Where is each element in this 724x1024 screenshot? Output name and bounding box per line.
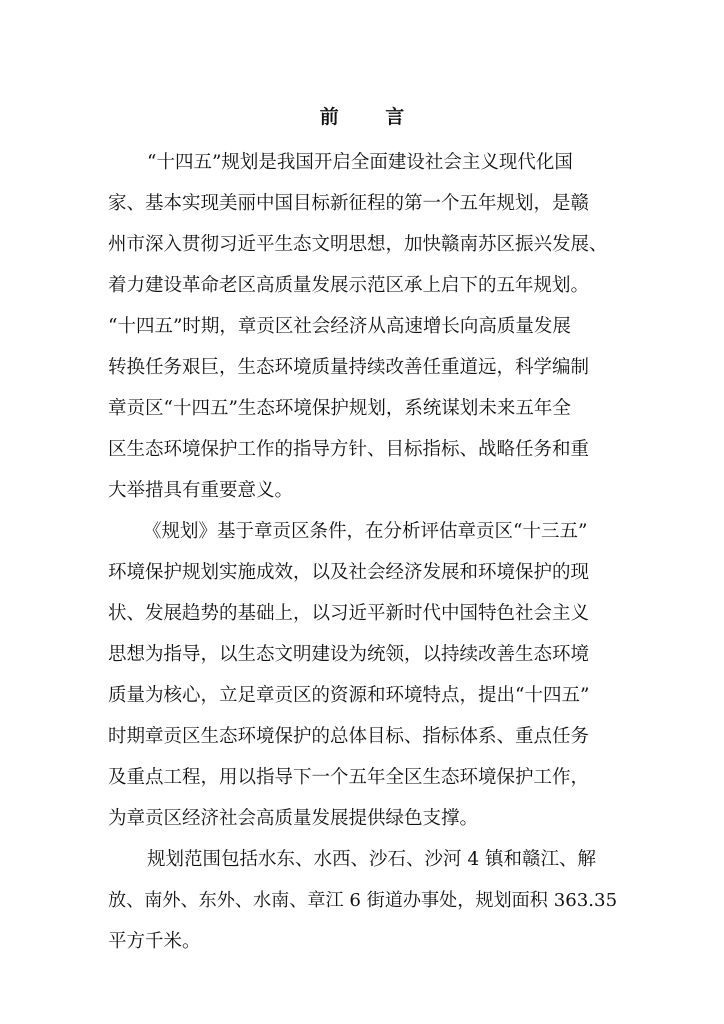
paragraph-line: 环境保护规划实施成效，以及社会经济发展和环境保护的现 <box>108 562 590 583</box>
paragraph-line: 转换任务艰巨，生态环境质量持续改善任重道远，科学编制 <box>108 357 590 378</box>
paragraph-line: 大举措具有重要意义。 <box>108 480 294 501</box>
page-title: 前 言 <box>319 106 425 128</box>
paragraph-line: 放、南外、东外、水南、章江 6 街道办事处，规划面积 363.35 <box>108 890 618 911</box>
paragraph-line: 及重点工程，用以指导下一个五年全区生态环境保护工作， <box>108 767 590 788</box>
paragraph-line: 章贡区“十四五”生态环境保护规划，系统谋划未来五年全 <box>108 398 571 419</box>
paragraph-line: 家、基本实现美丽中国目标新征程的第一个五年规划，是赣 <box>108 193 590 214</box>
paragraph-line: 质量为核心，立足章贡区的资源和环境特点，提出“十四五” <box>108 685 590 706</box>
paragraph-line: “十四五”规划是我国开启全面建设社会主义现代化国 <box>147 152 573 173</box>
paragraph-line: 州市深入贯彻习近平生态文明思想，加快赣南苏区振兴发展、 <box>108 234 608 255</box>
paragraph-line: 为章贡区经济社会高质量发展提供绿色支撑。 <box>108 808 479 829</box>
paragraph-line: 区生态环境保护工作的指导方针、目标指标、战略任务和重 <box>108 439 590 460</box>
paragraph-line: 着力建设革命老区高质量发展示范区承上启下的五年规划。 <box>108 275 590 296</box>
paragraph-line: 平方千米。 <box>108 931 201 952</box>
paragraph-line: 规划范围包括水东、水西、沙石、沙河 4 镇和赣江、解 <box>147 849 597 870</box>
paragraph-line: 时期章贡区生态环境保护的总体目标、指标体系、重点任务 <box>108 726 590 747</box>
paragraph-line: 思想为指导，以生态文明建设为统领，以持续改善生态环境 <box>108 644 590 665</box>
paragraph-line: 状、发展趋势的基础上，以习近平新时代中国特色社会主义 <box>108 603 590 624</box>
paragraph-line: 《规划》基于章贡区条件，在分析评估章贡区“十三五” <box>143 521 588 542</box>
paragraph-line: “十四五”时期，章贡区社会经济从高速增长向高质量发展 <box>108 316 571 337</box>
